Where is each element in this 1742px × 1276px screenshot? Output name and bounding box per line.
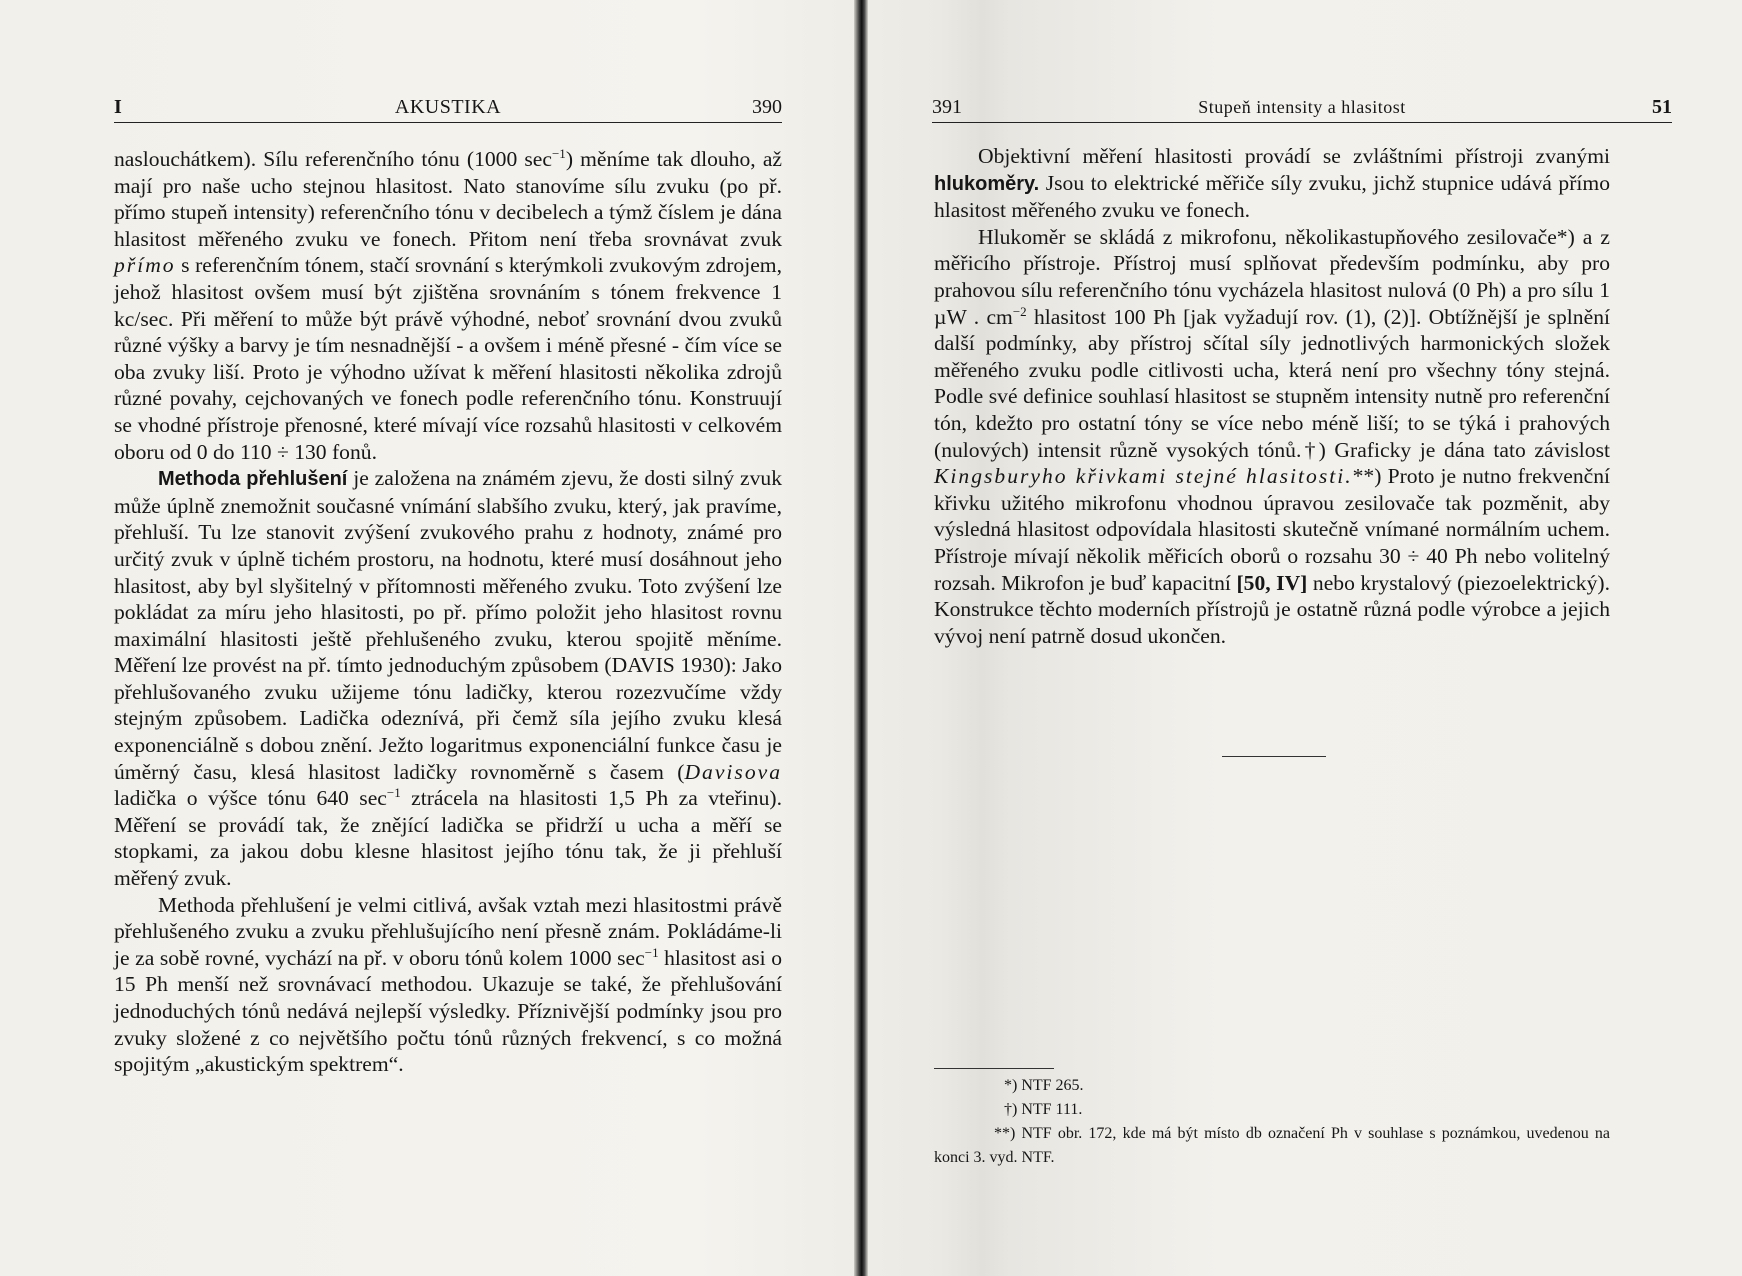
text-run: naslouchátkem). Sílu referenčního tónu (1000 sec <box>114 147 552 171</box>
bold-term: hlukoměry. <box>934 172 1040 195</box>
paragraph <box>934 143 1610 224</box>
superscript: −1 <box>644 944 659 960</box>
section-marker: I <box>114 96 122 118</box>
right-page <box>868 0 1742 1276</box>
text-run: je založena na známém zjevu, že dosti silný zvuk může úplně znemožnit současné vnímání slabšího zvuku, který, jak pravíme, přehluší. Tu lze stanovit zvýšení zvukového prahu z hodnoty, známé pro určitý zvuk v úplně tichém prostoru, na hodnotu, které musí dosáhnout jeho hlasitost, aby byl slyšitelný v přítomnosti měřeného zvuku. Toto zvýšení lze pokládat za míru jeho hlasitosti, po př. přímo položit jeho hlasitost rovnu maximální hlasitosti ještě přehlušeného zvuku, kterou spojitě měníme. Měření lze provést na př. tímto jednoduchým způsobem (DAVIS 1930): Jako přehlušovaného zvuku užijeme tónu ladičky, kterou rozezvučíme vždy stejným způsobem. Ladička odeznívá, při čemž síla jejího zvuku klesá exponenciálně s dobou znění. Ježto logaritmus exponenciální funkce času je úměrný času, klesá hlasitost ladičky rovnoměrně s časem ( <box>114 466 782 784</box>
paragraph <box>114 892 782 1078</box>
text-run: nebo krystalový (piezoelektrický). Konstrukce těchto moderních přístrojů je ostatně různá podle výrobce a jejich vývoj není patrně dosud ukončen. <box>934 570 1610 648</box>
separator-rule <box>1222 756 1326 757</box>
text-run: **) Proto je nutno frekvenční křivku užitého mikrofonu vhodnou úpravou zesilovače tak pozměnit, aby výsledná hlasitost odpovídala hlasitosti skutečně vnímané normálním uchem. Přístroje mívají několik měřicích oborů o rozsahu 30 ÷ 40 Ph nebo volitelný rozsah. Mikrofon je buď kapacitní <box>934 464 1611 595</box>
running-header <box>932 92 1672 123</box>
superscript: −1 <box>551 145 566 161</box>
reference: [50, IV] <box>1236 570 1308 595</box>
page-number: 51 <box>1652 96 1672 118</box>
running-title: AKUSTIKA <box>394 96 502 118</box>
body-text <box>114 146 782 1078</box>
superscript: −2 <box>1012 303 1027 319</box>
text-run: Hlukoměr se skládá z mikrofonu, několikastupňového zesilovače*) a z měřicího přístroje. Přístroj musí splňovat především podmínku, aby pro prahovou sílu referenčního tónu vycházela hlasitost nulová (0 Ph) a pro sílu 1 µW . cm <box>934 224 1610 329</box>
emphasis: Davisova <box>684 759 782 784</box>
footnote-rule <box>934 1068 1054 1069</box>
paragraph <box>114 146 782 465</box>
text-run: Methoda přehlušení je velmi citlivá, avšak vztah mezi hlasitostmi právě přehlušeného zvuku a zvuku přehlušujícího není přesně znám. Pokládáme-li je za sobě rovné, vychází na př. v oboru tónů kolem 1000 sec <box>114 892 782 970</box>
text-run: hlasitost 100 Ph [jak vyžadují rov. (1), (2)]. Obtížnější je splnění další podmínky, aby přístroj sčítal síly jednotlivých harmonických složek měřeného zvuku podle citlivosti ucha, která není pro všechny tóny stejná. Podle své definice souhlasí hlasitost se stupněm intensity nutně pro referenční tón, kdežto pro ostatní tóny se více nebo méně liší; to se týká i prahových (nulových) intensit různě vysokých tónů.†) Graficky je dána tato závislost <box>934 304 1610 462</box>
text-run: ztrácela na hlasitosti 1,5 Ph za vteřinu). Měření se provádí tak, že znějící ladička se přidrží u ucha a měří se stopkami, za jakou dobu klesne hlasitost jejího tónu tak, že ji přehluší měřený zvuk. <box>114 786 782 891</box>
text-run: Objektivní měření hlasitosti provádí se zvláštními přístroji zvanými <box>978 144 1610 168</box>
book-gutter <box>854 0 868 1276</box>
running-header <box>114 92 782 123</box>
emphasis: přímo <box>114 253 176 278</box>
footnote: **) NTF obr. 172, kde má být místo db označení Ph v souhlase s poznámkou, uvedenou na konci 3. vyd. NTF. <box>934 1125 1610 1166</box>
emphasis: Kingsburyho křivkami stejné hlasitosti. <box>934 464 1353 489</box>
body-text <box>934 143 1610 649</box>
footnotes <box>934 1074 1610 1170</box>
paragraph-label: Methoda přehlušení <box>158 468 348 491</box>
text-run: hlasitost asi o 15 Ph menší než srovnávací methodou. Ukazuje se také, že přehlušování jednoduchých tónů nedává nejlepší výsledky. Příznivější podmínky jsou pro zvuky složené z co největšího počtu tónů různých frekvencí, s co možná spojitým „akustickým spektrem“. <box>114 945 782 1077</box>
footnote: †) NTF 111. <box>1004 1101 1083 1118</box>
page-number: 390 <box>752 96 782 118</box>
superscript: −1 <box>386 785 401 801</box>
text-run: ladička o výšce tónu 640 sec <box>114 786 387 811</box>
footnote: *) NTF 265. <box>1004 1077 1084 1094</box>
running-title: Stupeň intensity a hlasitost <box>1198 97 1406 117</box>
text-run: s referenčním tónem, stačí srovnání s kterýmkoli zvukovým zdrojem, jehož hlasitost ovšem musí být zjištěna srovnáním s tónem frekvence 1 kc/sec. Při měření to může být právě výhodné, neboť srovnání dvou zvuků různé výšky a barvy je tím nesnadnější - a ovšem i méně přesné - čím více se oba zvuky liší. Proto je výhodno užívat k měření hlasitosti několika zdrojů různé povahy, cejchovaných ve fonech podle referenčního tónu. Konstruují se vhodné přístroje přenosné, které mívají více rozsahů hlasitosti v celkovém oboru od 0 do 110 ÷ 130 fonů. <box>114 253 782 464</box>
text-run: ) měníme tak dlouho, až mají pro naše ucho stejnou hlasitost. Nato stanovíme sílu zvuku (po př. přímo stupeň intensity) referenčního tónu v decibelech a týmž číslem je dána hlasitost měřeného zvuku ve fonech. Přitom není třeba srovnávat zvuk <box>114 147 782 251</box>
text-run: Jsou to elektrické měřiče síly zvuku, jichž stupnice udává přímo hlasitost měřeného zvuku ve fonech. <box>934 170 1610 223</box>
paragraph <box>114 465 782 892</box>
left-page <box>0 0 854 1276</box>
section-number: 391 <box>932 96 962 118</box>
paragraph <box>934 224 1610 650</box>
